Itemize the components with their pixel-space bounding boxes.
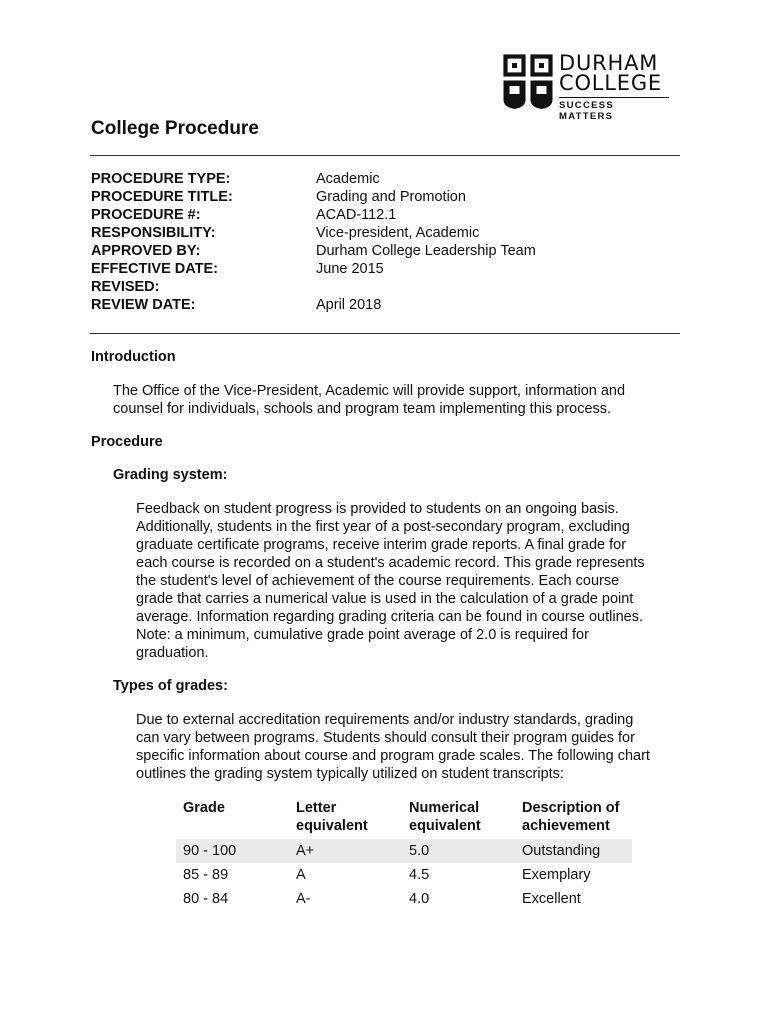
procedure-metadata — [91, 170, 681, 314]
durham-shield-icon — [503, 54, 553, 110]
meta-value: June 2015 — [316, 261, 384, 277]
table-cell: 4.0 — [409, 891, 430, 907]
table-cell: 85 - 89 — [183, 867, 229, 883]
table-cell: 5.0 — [402, 839, 515, 863]
table-header-cell: Description of achievement — [522, 800, 620, 834]
procedure-heading: Procedure — [91, 434, 163, 450]
table-header-cell: Numerical equivalent — [409, 800, 481, 834]
introduction-heading: Introduction — [91, 349, 176, 365]
table-cell: 4.5 — [409, 867, 430, 883]
meta-row-title — [91, 188, 681, 206]
table-header-cell: Letter equivalent — [296, 800, 368, 834]
grading-system-heading: Grading system: — [113, 467, 228, 483]
table-cell: A — [296, 867, 306, 883]
grading-system-text — [136, 500, 681, 662]
introduction-text — [113, 382, 683, 418]
text-line: outlines the grading system typically utilized on student transcripts: — [136, 766, 564, 782]
meta-value: Grading and Promotion — [316, 189, 466, 205]
logo-line-durham: DURHAM — [559, 51, 659, 75]
table-cell: A+ — [289, 839, 402, 863]
meta-label: REVISED: — [91, 279, 160, 295]
meta-row-number — [91, 206, 681, 224]
types-of-grades-heading: Types of grades: — [113, 678, 228, 694]
meta-row-review-date — [91, 296, 681, 314]
text-line: Note: a minimum, cumulative grade point average of 2.0 is required for — [136, 627, 589, 643]
durham-college-logo — [503, 51, 673, 122]
table-cell: 80 - 84 — [183, 891, 229, 907]
text-line: average. Information regarding grading criteria can be found in course outlines. — [136, 609, 643, 625]
table-cell: 90 - 100 — [176, 839, 289, 863]
text-line: counsel for individuals, schools and program team implementing this process. — [113, 401, 612, 417]
meta-value: ACAD-112.1 — [316, 207, 397, 223]
divider-bottom — [90, 333, 680, 334]
text-line: graduate certificate programs, receive interim grade reports. A final grade for — [136, 537, 627, 553]
table-cell: A- — [296, 891, 311, 907]
table-row — [176, 863, 632, 887]
text-line: graduation. — [136, 645, 209, 661]
table-cell: Excellent — [522, 891, 581, 907]
meta-row-responsibility — [91, 224, 681, 242]
meta-row-approved-by — [91, 242, 681, 260]
meta-label: APPROVED BY: — [91, 243, 201, 259]
text-line: the student's level of achievement of the course requirements. Each course — [136, 573, 620, 589]
meta-value: April 2018 — [316, 297, 382, 313]
meta-value — [316, 278, 681, 296]
text-line: Additionally, students in the first year of a post-secondary program, excluding — [136, 519, 630, 535]
meta-row-type — [91, 170, 681, 188]
divider-top — [90, 155, 680, 156]
logo-line-college: COLLEGE — [559, 71, 663, 95]
text-line: grade that carries a numerical value is used in the calculation of a grade point — [136, 591, 634, 607]
meta-row-effective-date — [91, 260, 681, 278]
types-of-grades-text — [136, 711, 681, 783]
text-line: each course is recorded on a student's academic record. This grade represents — [136, 555, 645, 571]
meta-label: PROCEDURE TYPE: — [91, 171, 231, 187]
text-line: Due to external accreditation requirements and/or industry standards, grading — [136, 712, 634, 728]
table-row — [176, 887, 632, 911]
meta-value: Durham College Leadership Team — [316, 243, 536, 259]
text-line: can vary between programs. Students should consult their program guides for — [136, 730, 635, 746]
table-header-row — [176, 799, 632, 839]
text-line: The Office of the Vice-President, Academic will provide support, information and — [113, 383, 626, 399]
meta-label: REVIEW DATE: — [91, 297, 196, 313]
text-line: Feedback on student progress is provided to students on an ongoing basis. — [136, 501, 619, 517]
document-title: College Procedure — [91, 118, 259, 139]
table-row — [176, 839, 632, 863]
logo-wordmark — [559, 51, 674, 122]
meta-label: PROCEDURE #: — [91, 207, 201, 223]
text-line: specific information about course and program grade scales. The following chart — [136, 748, 650, 764]
grade-table — [176, 799, 632, 911]
meta-label: RESPONSIBILITY: — [91, 225, 216, 241]
logo-tagline: SUCCESS MATTERS — [559, 97, 669, 122]
meta-value: Vice-president, Academic — [316, 225, 480, 241]
table-header-cell: Grade — [183, 800, 225, 816]
meta-label: PROCEDURE TITLE: — [91, 189, 233, 205]
table-cell: Exemplary — [522, 867, 591, 883]
meta-value: Academic — [316, 171, 380, 187]
meta-row-revised — [91, 278, 681, 296]
table-cell: Outstanding — [515, 839, 632, 863]
meta-label: EFFECTIVE DATE: — [91, 261, 219, 277]
